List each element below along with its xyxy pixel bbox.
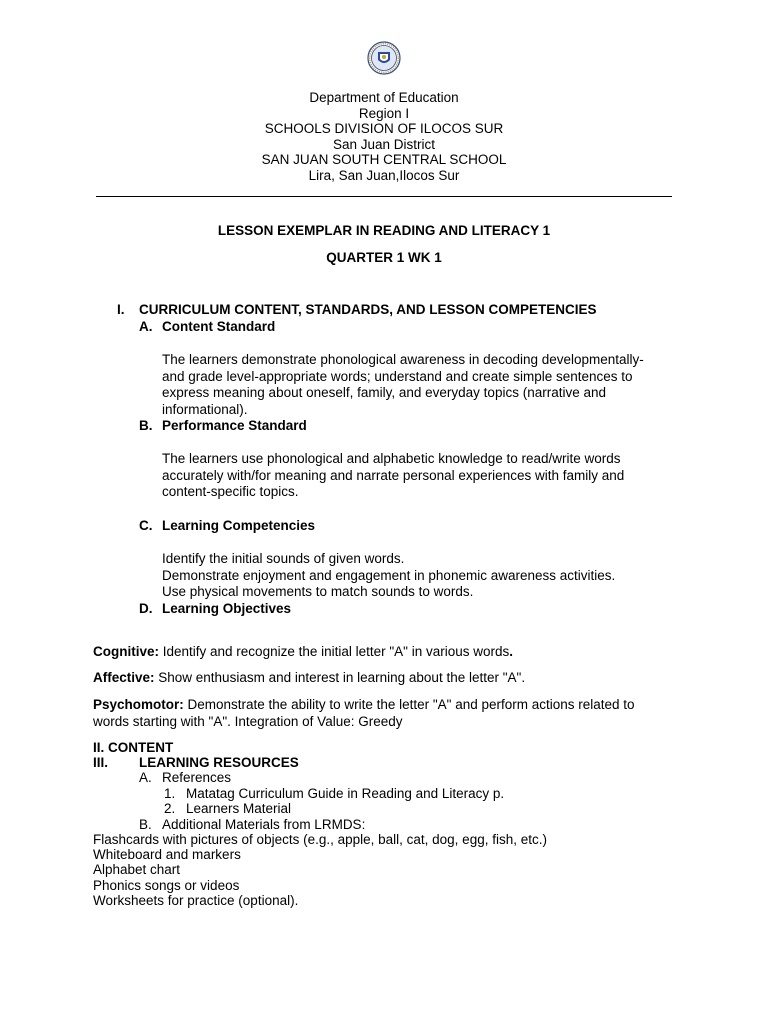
performance-standard-heading: Performance Standard (162, 418, 307, 433)
list-item: Worksheets for practice (optional). (93, 892, 299, 908)
psychomotor-objective (93, 697, 635, 730)
header-line: Department of Education (309, 90, 459, 105)
materials-list (93, 832, 547, 908)
text-line: Use physical movements to match sounds to words. (162, 584, 474, 599)
section-1-numeral: I. (117, 302, 125, 317)
text-line: Demonstrate enjoyment and engagement in phonemic awareness activities. (162, 567, 616, 583)
header-line: SAN JUAN SOUTH CENTRAL SCHOOL (261, 152, 507, 167)
subsection-d-label: D. (139, 601, 153, 616)
learning-competencies-heading: Learning Competencies (162, 518, 316, 533)
header-line: Region I (358, 105, 410, 121)
psychomotor-line-2: words starting with "A". Integration of Value: Greedy (93, 713, 403, 729)
list-item: Alphabet chart (93, 862, 181, 878)
cognitive-period: . (509, 644, 514, 659)
text-line: The learners demonstrate phonological awareness in decoding developmentally- (162, 352, 644, 367)
additional-materials-label: Additional Materials from LRMDS: (162, 817, 366, 832)
reference-item: Matatag Curriculum Guide in Reading and Literacy p. (186, 786, 505, 801)
cognitive-text: Identify and recognize the initial letter "A" in various words (159, 644, 510, 659)
header-line: Lira, San Juan,Ilocos Sur (308, 167, 460, 183)
section-3-numeral: III. (93, 755, 109, 770)
psychomotor-label: Psychomotor: (93, 697, 184, 712)
document-title: LESSON EXEMPLAR IN READING AND LITERACY 1 (217, 223, 551, 238)
text-line: content-specific topics. (162, 484, 299, 499)
list-item: Whiteboard and markers (93, 847, 241, 863)
subsection-b-label: B. (139, 418, 153, 433)
reference-item-number: 1. (164, 786, 176, 801)
reference-item: Learners Material (186, 801, 292, 816)
text-line: and grade level-appropriate words; understand and create simple sentences to (162, 368, 633, 384)
subsection-a-label: A. (139, 319, 153, 334)
affective-objective (93, 670, 525, 687)
resource-a-label: A. (139, 770, 152, 785)
references-label: References (162, 770, 232, 785)
list-item: Phonics songs or videos (93, 877, 240, 893)
learning-competencies-text (162, 551, 615, 601)
subsection-c-label: C. (139, 518, 153, 533)
affective-text: Show enthusiasm and interest in learning about the letter "A". (154, 670, 526, 685)
school-header (0, 90, 768, 183)
learning-objectives-heading: Learning Objectives (162, 601, 292, 616)
document-subtitle: QUARTER 1 WK 1 (326, 250, 442, 265)
text-line: accurately with/for meaning and narrate personal experiences with family and (162, 467, 625, 483)
text-line: express meaning about oneself, family, and everyday topics (narrative and (162, 385, 606, 400)
list-item: Flashcards with pictures of objects (e.g., apple, ball, cat, dog, egg, fish, etc.) (93, 832, 547, 847)
psychomotor-line-1 (93, 697, 635, 714)
deped-seal-icon (367, 41, 401, 75)
text-line: The learners use phonological and alphabetic knowledge to read/write words (162, 451, 621, 466)
section-2-heading: II. CONTENT (93, 740, 174, 755)
reference-item-number: 2. (164, 801, 176, 816)
affective-label: Affective: (93, 670, 155, 685)
section-1-heading: CURRICULUM CONTENT, STANDARDS, AND LESSON COMPETENCIES (139, 302, 597, 317)
section-3-heading: LEARNING RESOURCES (139, 755, 299, 770)
content-standard-text (162, 352, 644, 418)
header-divider (96, 196, 672, 197)
performance-standard-text (162, 451, 624, 501)
text-line: Identify the initial sounds of given words. (162, 551, 405, 566)
text-line: informational). (162, 401, 248, 417)
header-line: SCHOOLS DIVISION OF ILOCOS SUR (264, 121, 504, 136)
psychomotor-text: Demonstrate the ability to write the letter "A" and perform actions related to (183, 697, 635, 712)
cognitive-objective (93, 644, 513, 661)
content-standard-heading: Content Standard (162, 319, 276, 334)
header-line: San Juan District (332, 136, 436, 152)
resource-b-label: B. (139, 817, 152, 832)
cognitive-label: Cognitive: (93, 644, 159, 659)
